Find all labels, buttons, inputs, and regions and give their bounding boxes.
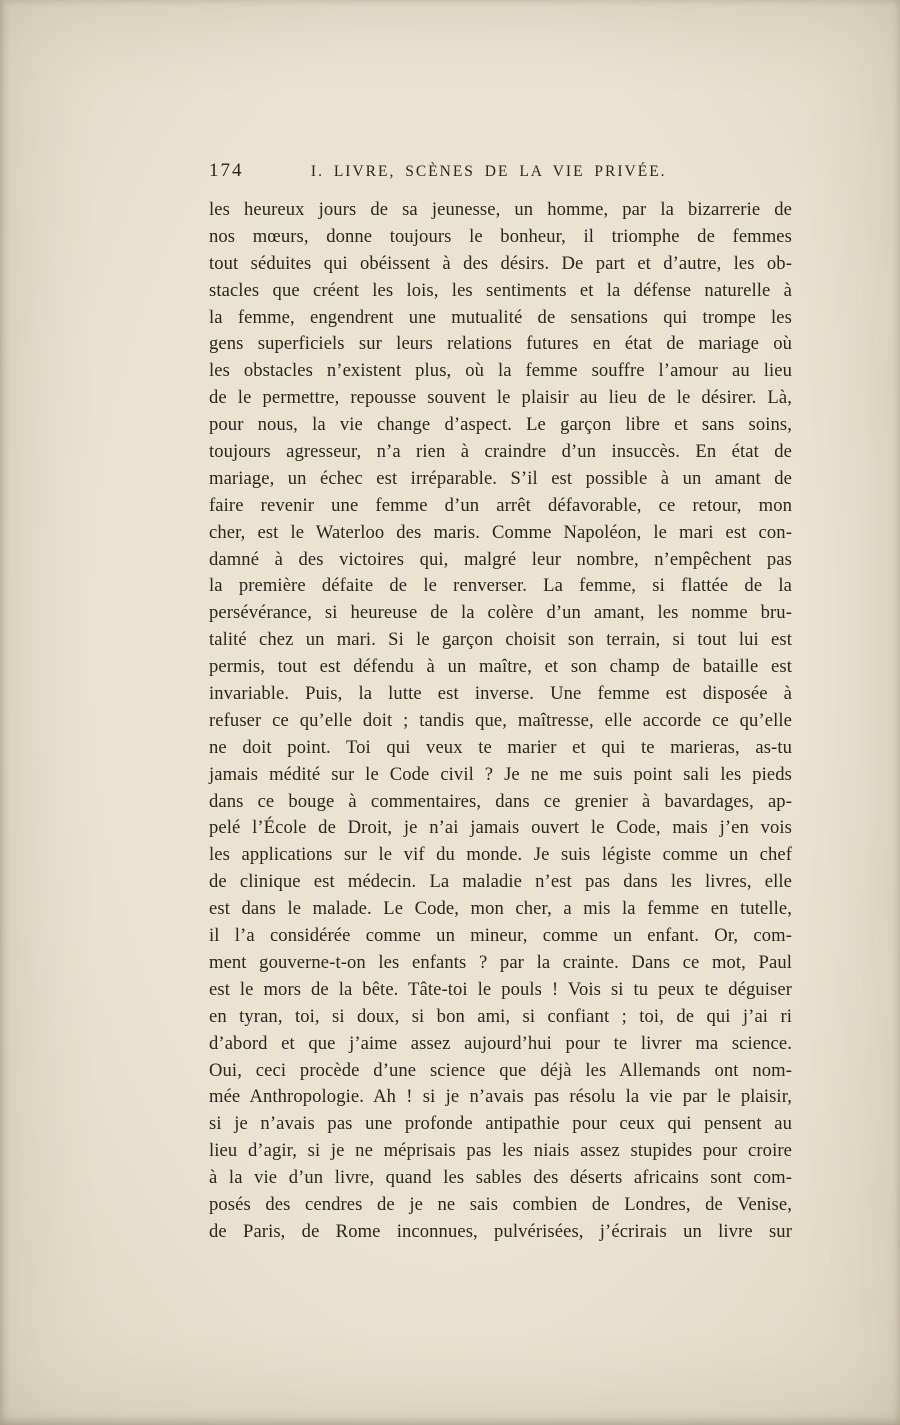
text-line: de le permettre, repousse souvent le plaisir au lieu de le désirer. Là, [209, 387, 792, 409]
page-number: 174 [209, 160, 244, 181]
text-line: persévérance, si heureuse de la colère d’un amant, les nomme bru- [209, 602, 792, 624]
text-line: mée Anthropologie. Ah ! si je n’avais pas résolu la vie par le plaisir, [209, 1086, 792, 1108]
text-line: Oui, ceci procède d’une science que déjà les Allemands ont nom- [209, 1059, 792, 1081]
text-line: est le mors de la bête. Tâte-toi le pouls ! Vois si tu peux te déguiser [209, 978, 792, 1000]
text-line: les obstacles n’existent plus, où la femme souffre l’amour au lieu [209, 360, 792, 382]
text-line: toujours agresseur, n’a rien à craindre d’un insuccès. En état de [209, 441, 792, 463]
text-line: mariage, un échec est irréparable. S’il est possible à un amant de [209, 467, 792, 489]
text-line: damné à des victoires qui, malgré leur nombre, n’empêchent pas [209, 548, 792, 570]
page-header [209, 160, 792, 190]
text-line: les applications sur le vif du monde. Je suis légiste comme un chef [209, 844, 792, 866]
text-line: pelé l’École de Droit, je n’ai jamais ouvert le Code, mais j’en vois [209, 817, 792, 839]
text-line: est dans le malade. Le Code, mon cher, a mis la femme en tutelle, [209, 898, 792, 920]
text-line: la femme, engendrent une mutualité de sensations qui trompe les [209, 306, 792, 328]
text-line: en tyran, toi, si doux, si bon ami, si confiant ; toi, de qui j’ai ri [209, 1005, 792, 1027]
text-line: refuser ce qu’elle doit ; tandis que, maîtresse, elle accorde ce qu’elle [209, 709, 792, 731]
text-line: ne doit point. Toi qui veux te marier et qui te marieras, as-tu [209, 736, 792, 758]
text-line: nos mœurs, donne toujours le bonheur, il triomphe de femmes [209, 225, 792, 247]
text-line: si je n’avais pas une profonde antipathie pour ceux qui pensent au [209, 1113, 792, 1135]
running-title: I. LIVRE, SCÈNES DE LA VIE PRIVÉE. [310, 163, 667, 180]
text-line: posés des cendres de je ne sais combien de Londres, de Venise, [209, 1193, 792, 1215]
text-line: les heureux jours de sa jeunesse, un homme, par la bizarrerie de [209, 199, 792, 220]
text-line: cher, est le Waterloo des maris. Comme Napoléon, le mari est con- [209, 521, 792, 543]
text-line: talité chez un mari. Si le garçon choisit son terrain, si tout lui est [209, 629, 792, 651]
text-line: gens superficiels sur leurs relations futures en état de mariage où [209, 333, 792, 355]
body-text [209, 197, 792, 1246]
text-line: lieu d’agir, si je ne méprisais pas les niais assez stupides pour croire [209, 1140, 792, 1162]
text-line: à la vie d’un livre, quand les sables des déserts africains sont com- [209, 1167, 792, 1189]
text-line: permis, tout est défendu à un maître, et son champ de bataille est [209, 656, 792, 678]
text-line: de Paris, de Rome inconnues, pulvérisées, j’écrirais un livre sur [209, 1220, 792, 1242]
text-line: faire revenir une femme d’un arrêt défavorable, ce retour, mon [209, 494, 792, 516]
text-line: ment gouverne-t-on les enfants ? par la crainte. Dans ce mot, Paul [209, 951, 792, 973]
text-line: tout séduites qui obéissent à des désirs. De part et d’autre, les ob- [209, 252, 792, 274]
text-line: stacles que créent les lois, les sentiments et la défense naturelle à [209, 279, 792, 301]
text-line: dans ce bouge à commentaires, dans ce grenier à bavardages, ap- [209, 790, 792, 812]
text-line: de clinique est médecin. La maladie n’est pas dans les livres, elle [209, 871, 792, 893]
text-line: il l’a considérée comme un mineur, comme un enfant. Or, com- [209, 925, 792, 947]
text-line: invariable. Puis, la lutte est inverse. Une femme est disposée à [209, 683, 792, 705]
text-line: d’abord et que j’aime assez aujourd’hui pour te livrer ma science. [209, 1032, 792, 1054]
text-line: la première défaite de le renverser. La femme, si flattée de la [209, 575, 792, 597]
text-line: jamais médité sur le Code civil ? Je ne me suis point sali les pieds [209, 763, 792, 785]
text-line: pour nous, la vie change d’aspect. Le garçon libre et sans soins, [209, 414, 792, 436]
